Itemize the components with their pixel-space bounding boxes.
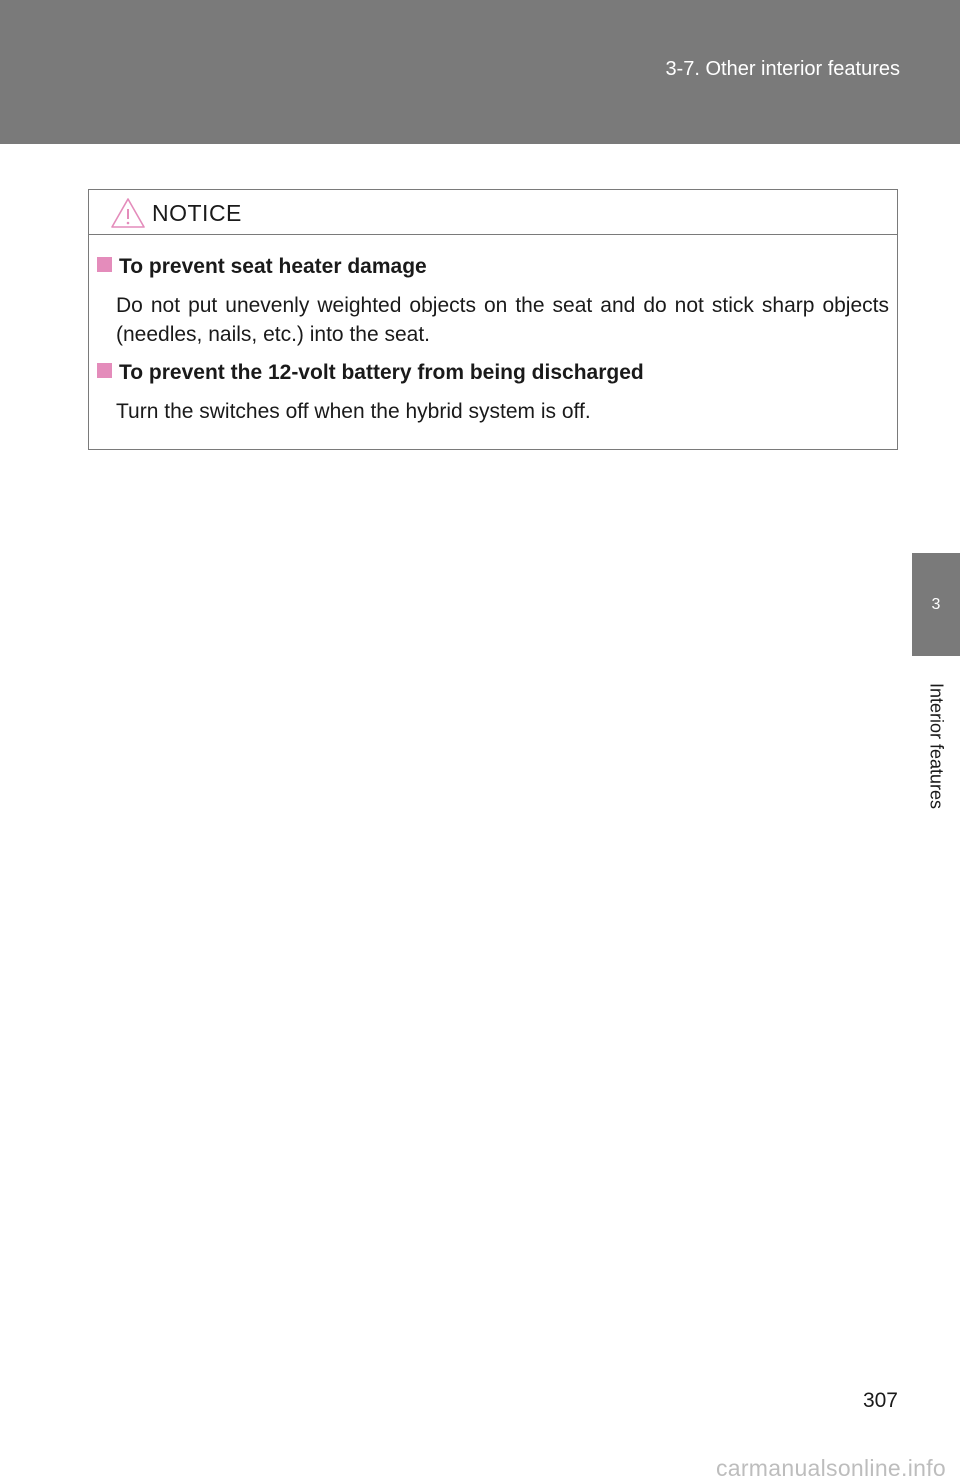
section-title: 3-7. Other interior features xyxy=(665,58,900,80)
page-number: 307 xyxy=(862,1389,898,1412)
side-tab xyxy=(912,656,960,836)
notice-title: NOTICE xyxy=(152,200,242,226)
side-tab-number: 3 xyxy=(912,553,960,656)
header-band xyxy=(0,0,960,144)
side-tab-label: Interior features xyxy=(926,682,947,810)
bullet-square-icon xyxy=(97,363,112,378)
bullet-square-icon xyxy=(97,257,112,272)
notice-item-heading xyxy=(97,361,644,385)
warning-triangle-icon xyxy=(110,197,146,229)
notice-box xyxy=(88,189,898,450)
notice-item-heading-text: To prevent seat heater damage xyxy=(119,255,427,278)
notice-item-heading xyxy=(97,255,427,279)
notice-item-text: Turn the switches off when the hybrid system is off. xyxy=(116,400,591,423)
notice-item-heading-text: To prevent the 12-volt battery from being discharged xyxy=(119,361,644,384)
notice-header xyxy=(89,190,897,235)
watermark: carmanualsonline.info xyxy=(715,1455,946,1481)
notice-item-text: Do not put unevenly weighted objects on the seat and do not stick sharp objects (needles, nails, etc.) into the seat. xyxy=(116,294,889,346)
